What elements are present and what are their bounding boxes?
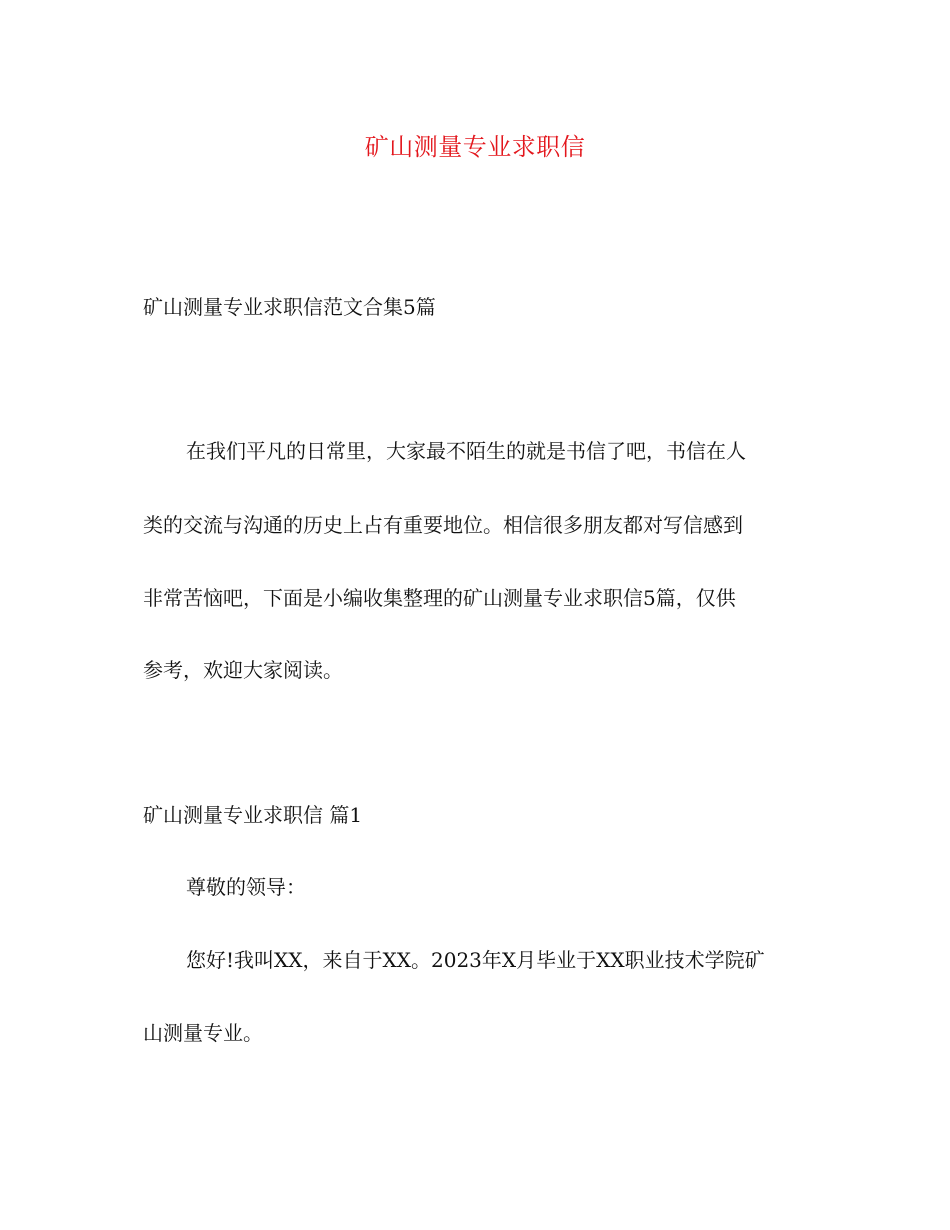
- body-line-1: 您好!我叫XX，来自于XX。2023年X月毕业于XX职业技术学院矿: [186, 948, 765, 972]
- intro-line-3: 非常苦恼吧，下面是小编收集整理的矿山测量专业求职信5篇，仅供: [143, 586, 736, 610]
- intro-line-1: 在我们平凡的日常里，大家最不陌生的就是书信了吧，书信在人: [186, 439, 746, 463]
- document-title: 矿山测量专业求职信: [364, 133, 586, 161]
- salutation: 尊敬的领导：: [186, 875, 306, 899]
- section-heading: 矿山测量专业求职信 篇1: [143, 803, 363, 827]
- body-line-2: 山测量专业。: [143, 1021, 263, 1045]
- intro-line-4: 参考，欢迎大家阅读。: [143, 658, 343, 682]
- intro-line-2: 类的交流与沟通的历史上占有重要地位。相信很多朋友都对写信感到: [143, 513, 743, 537]
- document-subtitle: 矿山测量专业求职信范文合集5篇: [143, 295, 436, 319]
